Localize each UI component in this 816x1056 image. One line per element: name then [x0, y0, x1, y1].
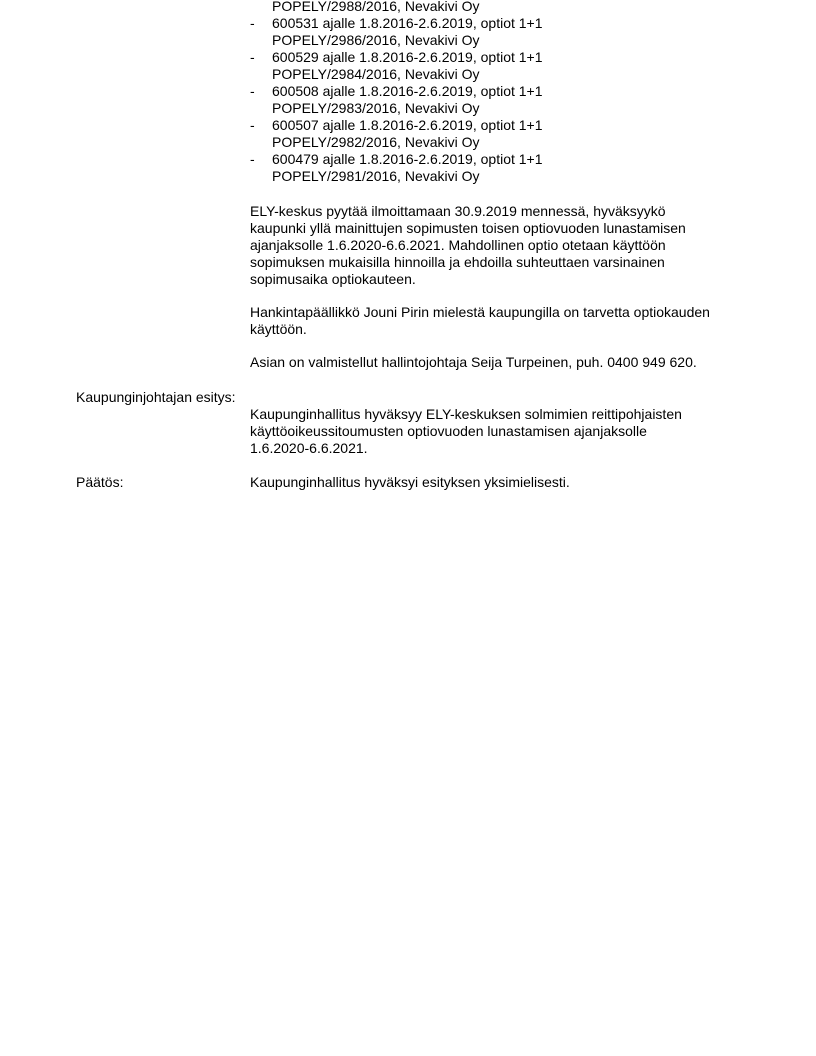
list-bullet: -	[250, 15, 255, 31]
list-item-continuation: POPELY/2988/2016, Nevakivi Oy	[272, 0, 480, 14]
paragraph-line: käyttöön.	[250, 321, 307, 337]
list-item-line2: POPELY/2983/2016, Nevakivi Oy	[272, 100, 480, 116]
decision-text: Kaupunginhallitus hyväksyi esityksen yksimielisesti.	[250, 474, 570, 490]
paragraph-line: sopimusaika optiokauteen.	[250, 271, 416, 287]
paragraph-line: kaupunki yllä mainittujen sopimusten toisen optiovuoden lunastamisen	[250, 220, 686, 236]
paragraph-line: Hankintapäällikkö Jouni Pirin mielestä kaupungilla on tarvetta optiokauden	[250, 304, 710, 320]
list-item-line2: POPELY/2982/2016, Nevakivi Oy	[272, 134, 480, 150]
paragraph-line: Kaupunginhallitus hyväksyy ELY-keskuksen solmimien reittipohjaisten	[250, 406, 682, 422]
paragraph-line: ELY-keskus pyytää ilmoittamaan 30.9.2019 mennessä, hyväksyykö	[250, 203, 666, 219]
list-bullet: -	[250, 151, 255, 167]
list-bullet: -	[250, 117, 255, 133]
list-item-line1: 600479 ajalle 1.8.2016-2.6.2019, optiot 1+1	[272, 151, 543, 167]
list-bullet: -	[250, 49, 255, 65]
list-bullet: -	[250, 83, 255, 99]
list-item	[250, 117, 750, 151]
list-item-line2: POPELY/2981/2016, Nevakivi Oy	[272, 168, 480, 184]
proposal-paragraph	[250, 406, 750, 457]
paragraph-line: 1.6.2020-6.6.2021.	[250, 440, 368, 456]
list-item-line1: 600531 ajalle 1.8.2016-2.6.2019, optiot 1+1	[272, 15, 543, 31]
list-item-line2: POPELY/2984/2016, Nevakivi Oy	[272, 66, 480, 82]
list-item	[250, 151, 750, 185]
paragraph-line: sopimuksen mukaisilla hinnoilla ja ehdoilla suhteuttaen varsinainen	[250, 254, 665, 270]
ely-request-paragraph	[250, 203, 750, 288]
decision-label: Päätös:	[76, 474, 124, 490]
list-item	[250, 83, 750, 117]
procurement-paragraph	[250, 304, 750, 338]
prepared-by-paragraph	[250, 354, 750, 371]
list-item-line2: POPELY/2986/2016, Nevakivi Oy	[272, 32, 480, 48]
list-item	[250, 15, 750, 49]
list-item-line1: 600529 ajalle 1.8.2016-2.6.2019, optiot 1+1	[272, 49, 543, 65]
list-item	[250, 0, 750, 15]
contract-list	[250, 0, 750, 185]
list-item-line1: 600508 ajalle 1.8.2016-2.6.2019, optiot 1+1	[272, 83, 543, 99]
paragraph-line: käyttöoikeussitoumusten optiovuoden lunastamisen ajanjaksolle	[250, 423, 647, 439]
list-item-line1: 600507 ajalle 1.8.2016-2.6.2019, optiot 1+1	[272, 117, 543, 133]
paragraph-line: ajanjaksolle 1.6.2020-6.6.2021. Mahdollinen optio otetaan käyttöön	[250, 237, 666, 253]
decision-paragraph	[250, 474, 750, 491]
proposal-label: Kaupunginjohtajan esitys:	[76, 389, 236, 405]
paragraph-line: Asian on valmistellut hallintojohtaja Seija Turpeinen, puh. 0400 949 620.	[250, 354, 697, 370]
list-item	[250, 49, 750, 83]
